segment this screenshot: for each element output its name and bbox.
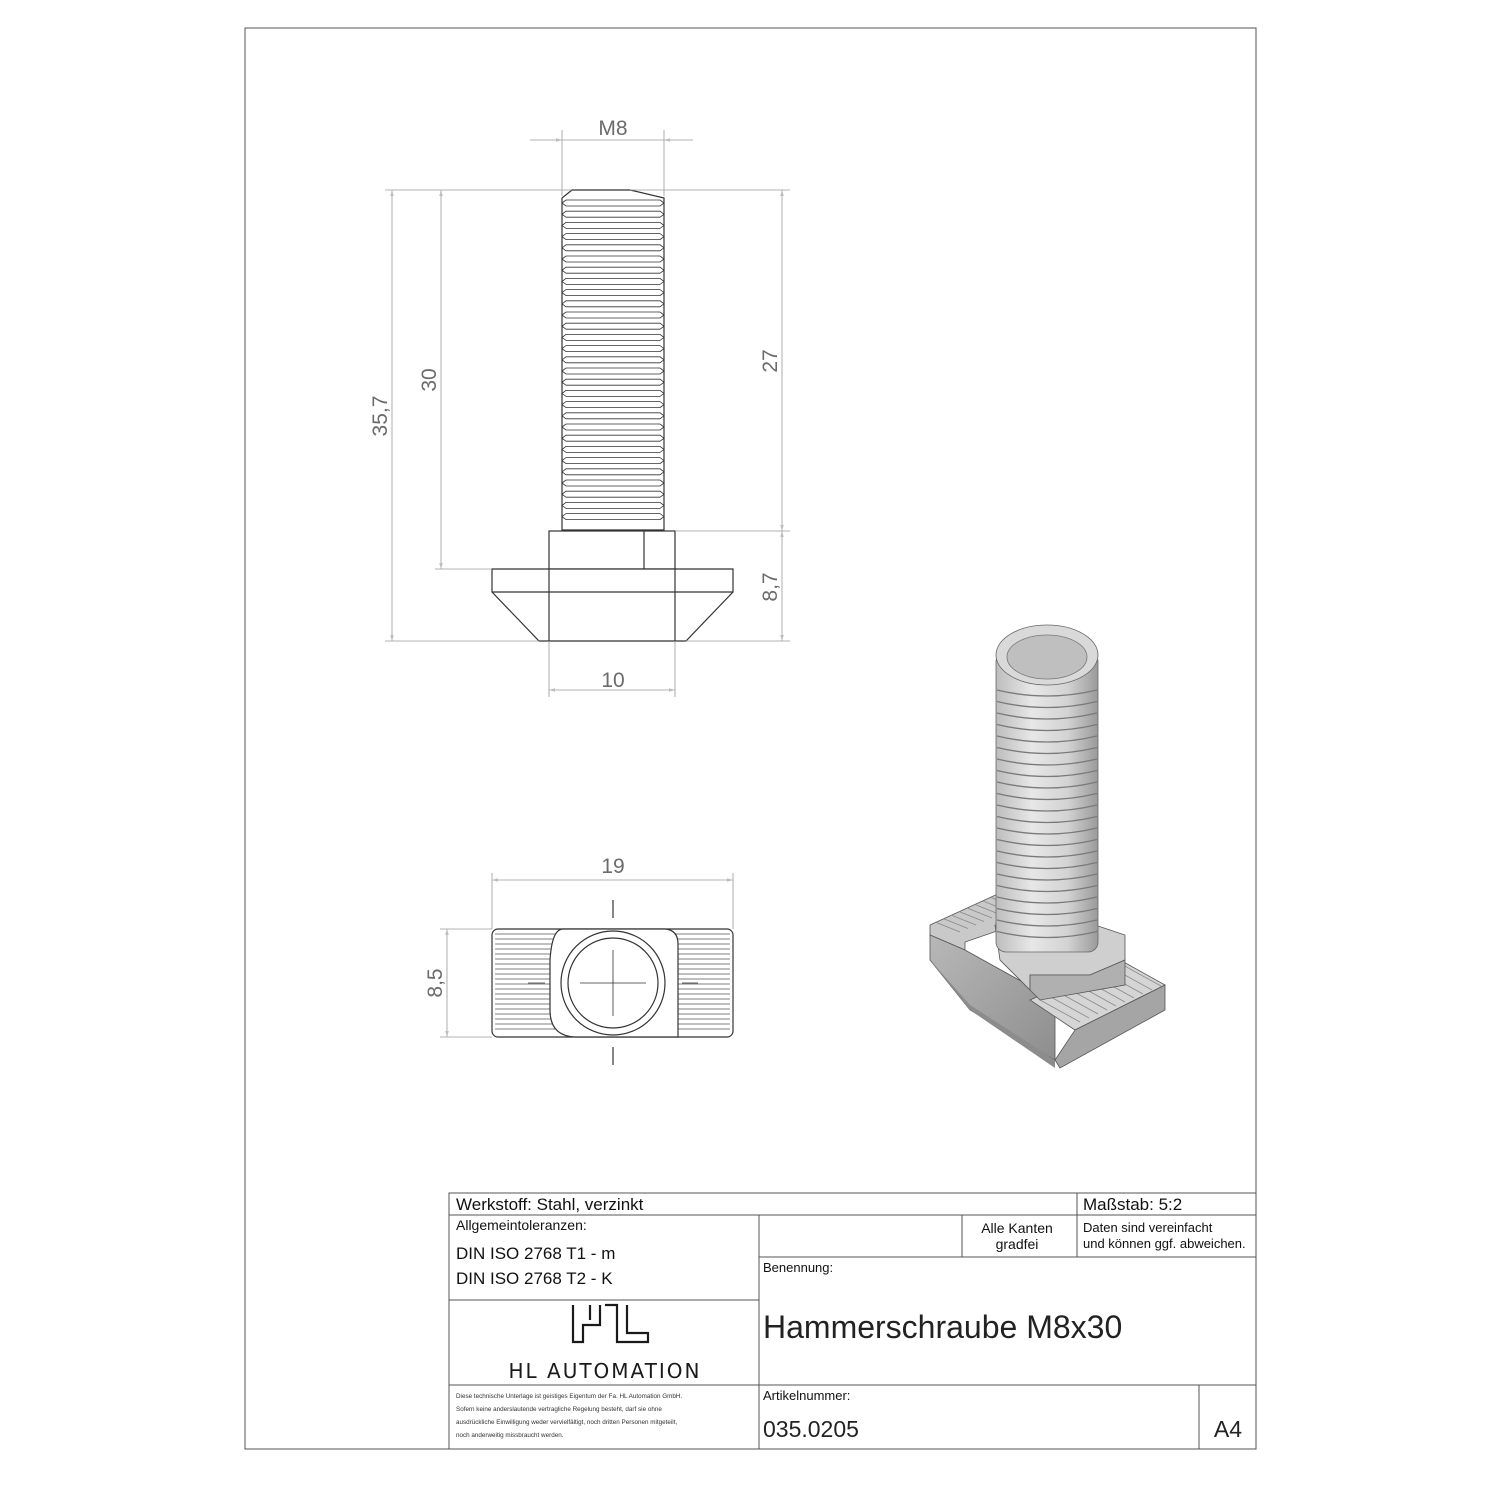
tolerances-label: Allgemeintoleranzen: — [456, 1217, 587, 1233]
dim-head-length: 19 — [601, 855, 625, 878]
disclaimer-line-1: Diese technische Unterlage ist geistiges Eigentum der Fa. HL Automation GmbH. — [456, 1393, 683, 1400]
designation-label: Benennung: — [763, 1260, 834, 1275]
collar — [549, 531, 675, 569]
disclaimer-line-3: ausdrückliche Einwilligung weder vervielfältigt, noch dritten Personen mitgeteilt, — [456, 1419, 678, 1426]
bottom-view — [492, 900, 733, 1065]
dim-head-width: 10 — [601, 669, 625, 692]
article-label: Artikelnummer: — [763, 1388, 851, 1403]
article-number: 035.0205 — [763, 1416, 859, 1442]
note-line-1: Daten sind vereinfacht — [1083, 1220, 1213, 1235]
thread-body — [562, 190, 664, 530]
material-text: Werkstoff: Stahl, verzinkt — [456, 1195, 644, 1214]
edges-line-1: Alle Kanten — [981, 1220, 1053, 1236]
dim-thread-size: M8 — [598, 117, 628, 140]
dim-head-depth: 8,5 — [424, 968, 447, 998]
dim-thread-length: 30 — [418, 368, 441, 392]
paper-format: A4 — [1213, 1416, 1243, 1442]
dim-head-height: 8,7 — [759, 572, 782, 602]
tolerance-2: DIN ISO 2768 T2 - K — [456, 1269, 613, 1288]
dim-threaded-part: 27 — [759, 349, 782, 373]
front-view — [492, 190, 733, 641]
company-name: HL AUTOMATION — [508, 1359, 702, 1383]
dim-total-length: 35,7 — [369, 395, 392, 437]
disclaimer-line-4: noch anderweitig missbraucht werden. — [456, 1432, 564, 1439]
isometric-view — [930, 625, 1165, 1068]
iso-bolt-shaft — [996, 652, 1098, 952]
hammer-head — [492, 569, 733, 641]
scale-text: Maßstab: 5:2 — [1083, 1195, 1183, 1214]
disclaimer-line-2: Sofern keine anderslautende vertragliche Regelung besteht, darf sie ohne — [456, 1406, 662, 1413]
tolerance-1: DIN ISO 2768 T1 - m — [456, 1244, 616, 1263]
note-line-2: und können ggf. abweichen. — [1083, 1236, 1246, 1251]
edges-line-2: gradfei — [995, 1236, 1039, 1252]
company-logo — [573, 1305, 648, 1342]
designation-text: Hammerschraube M8x30 — [763, 1309, 1123, 1345]
